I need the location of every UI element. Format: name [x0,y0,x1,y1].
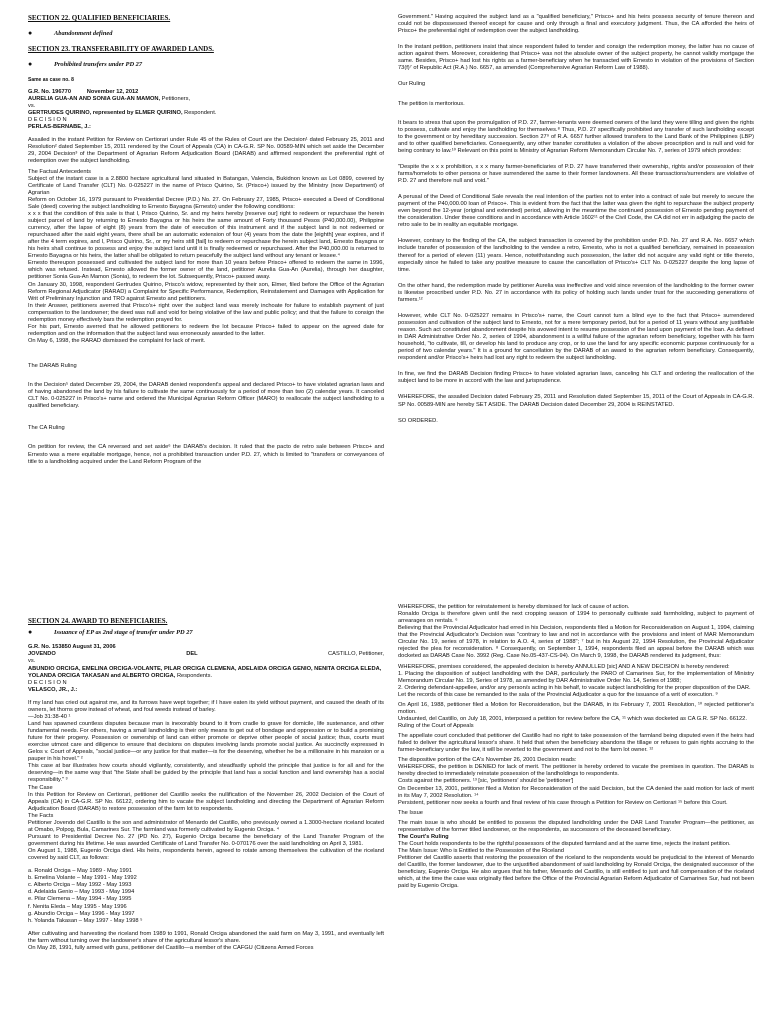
vs-line: vs. [28,658,36,665]
paragraph: Let the records of this case be remanded to the sala of the Provincial Adjudicator a quo for the issuance of a writ of execution. ⁹ [398,691,718,698]
paragraph: On January 30, 1998, respondent Gertrudes Quirino, Prisco's widow, represented by their son, Elmer, filed before the Office of the Agrarian Reform Regional Adjudicator (RARAD) a Complaint for Specific Performance, Redemption, Reinstatement and Damages with Application for Writ of Preliminary Injunction and TRO against Ernesto and petitioners. [28,281,384,302]
petitioner-line [28,651,384,658]
paragraph: x x x that the condition of this sale is that I, Prisco Quirino, Sr. and my heirs hereby [reserve our] right to redeem or repurchase the herein subject parcel of land by returning to Ernesto Bayagna or his heirs the same amount of Forty thousand Pesos (P40,000.00), Philippine currency, after the lapse of eight (8) years from the date of execution of this instrument and if the subject land is not redeemed or repurchased after the said eight years, there shall be an automatic extension of four (4) years from the date the [eighth] year expires, and if after the 4 term expires, and I, Prisco Quirino, Sr., or my heirs still [fail] to redeem or repurchase the herein subject land, Ernesto Bayagna or his heirs shall continue to possess and enjoy the subject land until it is finally redeemed or repurchased. After the P40,000.00 is returned to Ernesto Bayagna or his heirs, the latter shall be obligated to return peacefully the subject land without any tenant or lessee.⁴ [28,210,384,260]
darab-ruling-heading: The DARAB Ruling [28,363,77,370]
subheading: The Court's Ruling [398,833,449,840]
paragraph: WHEREFORE, the petition is DENIED for lack of merit. The petitioner is hereby ordered to vacate the premises in question. The DARAB is hereby directed to immediately reinstate possession of the landholdings to respondents. [398,764,754,778]
paragraph: On petition for review, the CA reversed and set aside⁶ the DARAB's decision. It ruled that the pacto de retro sale between Prisco+ and Ernesto was a mere equitable mortgage, hence, not a prohibited transaction under P.D. 27, which is limited to "transfers or conveyances of title to a landholding acquired under the Land Reform Program of the [28,444,384,465]
paragraph: On May 6, 1998, the RARAD dismissed the complaint for lack of merit. [28,338,206,344]
paragraph: Petitioner del Castillo asserts that restoring the possession of the riceland to the respondents would be prejudicial to the interest of Menardo del Castillo, the former landowner, due to the unjustified abandonment of said landholding by Ronald Orciga, the designated successor of the beneficiary, Eugenio Orciga. He also argues that his father, Menardo del Castillo, is still entitled to just and full compensation of the riceland which, at the time the case was originally filed before the Office of the Provincial Agrarian Reform Adjudicator of Camarines Sur, had not been paid by Eugenio Orciga. [398,855,754,890]
paragraph: However, while CLT No. 0-025227 remains in Prisco's+ name, the Court cannot turn a blind eye to the fact that Prisco+ surrendered possession and cultivation of the subject land to Ernesto, not for a mere temporary period, but for a period of 11 years without any justifiable reason. Such act constituted abandonment despite his avowed intent to resume possession of the land upon payment of the loan. As defined in DAR Administrative Order No. 2, series of 1994, abandonment is a willful failure of the agrarian reform beneficiary, together with his farm household, "to cultivate, till, or develop his land to produce any crop, or to use the land for any specific economic purpose continuously for a period of two calendar years." It is a ground for cancellation by the DARAB of an award to the agrarian reform beneficiary. Consequently, respondent and/or Prisco's+ heirs had lost any right to redeem the subject landholding. [398,312,754,362]
paragraph: Ernesto thereupon possessed and cultivated the subject land for more than 10 years before Prisco+ offered to redeem the same in 1996, which was refused. Instead, Ernesto allowed the former owner of the land, petitioner Aurelia Gua-An (Aurelia), through her daughter, petitioner Sonia Gua-An Mamon (Sonia), to redeem the lot. Subsequently, Prisco+ passed away. [28,260,384,281]
paragraph: Land has spawned countless disputes because man is inexorably bound to it from cradle to grave for domicile, life sustenance, and other fundamental needs. For others, having a small landholding is their only means to get out of bondage and oppression or to build a promising future for their progeny. Possession or ownership of land can either promote or deprive other people of social justice; thus, courts must exercise utmost care and diligence to ensure that decisions on disputes involving lands promote social justice. As succinctly expressed in Gelos v. Court of Appeals, "social justice—or any justice for that matter—is for the deserving, whether he be a millionaire in his mansion or a pauper in his hovel." ² [28,720,384,763]
respondents-role: Respondents. [175,672,213,679]
list-item: e. Pilar Clemena – May 1994 - May 1995 [28,896,132,903]
paragraph: Costs against the petitioners. ¹³ [sic, 'petitioners' should be 'petitioner'] [398,778,574,785]
paragraph: After cultivating and harvesting the riceland from 1989 to 1991, Ronald Orciga abandoned the said farm on May 3, 1991, and eventually left the farm without turning over the landowner's share of the agricultural lessor's share. [28,930,384,944]
paragraph: The dispositive portion of the CA's November 26, 2001 Decision reads: [398,757,577,764]
paragraph: In fine, we find the DARAB Decision finding Prisco+ to have violated agrarian laws, canceling his CLT and ordering the reallocation of the subject land to be more in accord with the law and jurisprudence. [398,371,754,385]
vs-line: vs. [28,103,36,109]
paragraph: The Court holds respondents to be the rightful possessors of the disputed farmland and at the same time, rejects the instant petition. [398,840,731,847]
respondent-name: GERTRUDES QUIRINO, represented by ELMER QUIRINO, [28,110,183,117]
bullet-row [28,30,384,39]
bullet-row [28,629,384,638]
petitioner-middle: DEL [186,651,198,658]
paragraph: Believing that the Provincial Adjudicator had erred in his Decision, respondents filed a Motion for Reconsideration on August 1, 1994, claiming that the Provincial Adjudicator's Decision was "contrary to law and not in accordance with the provisions and intent of MAR Memorandum Circular No. 19, series of 1978, in relation to A.O. 4, series of 1988"; ⁷ but in his August 22, 1994 Resolution, the Provincial Adjudicator rejected the plea for reconsideration. ⁸ Consequently, on September 1, 1994, respondents filed an appeal before the DARAB which was docketed as DARAB Case No. 3992 (Reg. Case No.05-437-CS-94). On March 9, 1998, the DARAB rendered its judgment, thus: [398,625,754,660]
bullet-row [28,61,384,70]
section-24-header: SECTION 24. AWARD TO BENEFICIARIES. [28,617,168,625]
paragraph: Reform on October 16, 1979 pursuant to Presidential Decree (P.D.) No. 27. On February 27, 1985, Prisco+ executed a Deed of Conditional Sale (deed) covering the subject landholding to Ernesto Bayagna (Ernesto) under the following conditions: [28,196,384,210]
gr-number: G.R. No. 153850 August 31, 2006 [28,644,116,651]
quote-paragraph: "Despite the x x x prohibition, x x x many farmer-beneficiaries of P.D. 27 have transferred their ownership, rights and/or possession of their farms/homelots to other persons or have surrendered the same to their former landowners. All these transactions/surrenders are violative of P.D. 27 and therefore null and void." [398,163,754,184]
right-top-column [398,14,754,602]
our-ruling-heading: Our Ruling [398,81,426,88]
paragraph: Assailed in the instant Petition for Review on Certiorari under Rule 45 of the Rules of Court are the Decision¹ dated February 25, 2011 and Resolution² dated September 15, 2011 rendered by the Court of Appeals (CA) in CA-G.R. SP No. 00589-MIN which set aside the December 29, 2004 Decision³ of the Department of Agrarian Reform Adjudication Board (DARAB) and affirmed respondent the preferential right of redemption over the subject landholding. [28,137,384,165]
paragraph: The Facts [28,812,54,819]
bullet-icon: ● [28,61,33,69]
ponente: PERLAS-BERNABE, J.: [28,124,91,131]
bullet-text: Prohibited transfers under PD 27 [54,61,143,69]
right-bottom-column [398,604,754,1022]
paragraph: It bears to stress that upon the promulgation of P.D. 27, farmer-tenants were deemed owners of the land they were tilling and given the rights to possess, cultivate and enjoy the landholding for themselves.⁸ Thus, P.D. 27 specifically prohibited any transfer of such landholding except to the government or by hereditary succession. Section 27⁹ of R.A. 6657 further allowed transfers to the Land Bank of the Philippines (LBP) and to other qualified beneficiaries. Consequently, any other transfer constitutes a violation of the above proscription and is null and void for being contrary to law.¹⁰ Relevant on this point is Ministry of Agrarian Reform Memorandum Circular No. 7, series of 1979 which provides: [398,119,754,154]
left-bottom-column [28,617,384,1022]
rotation-list [28,868,384,925]
bullet-icon: ● [28,29,33,37]
paragraph: This case at bar illustrates how courts should vigilantly, consistently, and steadfastly uphold the principle that justice is for all and for the deserving—in the same way that "the State shall be guided by the principle that land has a social function and land ownership has a social responsibility." ³ [28,763,384,784]
paragraph: On April 16, 1988, petitioner filed a Motion for Reconsideration, but the DARAB, in its February 7, 2001 Resolution, ¹⁰ rejected petitioner's motion. [398,701,754,715]
paragraph: Subject of the instant case is a 2.8800 hectare agricultural land situated in Batangan, Valencia, Bukidnon known as Lot 0899, covered by Certificate of Land Transfer (CLT) No. 0-025227 in the name of Prisco Quirino, Sr. (Prisco+) issued by the Ministry (now Department) of Agrarian [28,175,384,196]
paragraph: Petitioner Jovendo del Castillo is the son and administrator of Menardo del Castillo, who previously owned a 1.3000-hectare riceland located at Omabo, Polpog, Bula, Camarines Sur. The farmland was formerly cultivated by Eugenio Orciga. ⁴ [28,819,384,833]
respondent-line [28,110,384,117]
paragraph: In the Decision⁵ dated December 29, 2004, the DARAB denied respondent's appeal and declared Prisco+ to have violated agrarian laws and of having abandoned the land by his failure to cultivate the same continuously for a period of more than two (2) calendar years. It canceled CLT No. 0-025227 in Prisco's+ name and ordered the Municipal Agrarian Reform Officer (MARO) to reallocate the subject landholding to a qualified beneficiary. [28,382,384,410]
paragraph: The main issue is who should be entitled to possess the disputed landholding under the DAR Land Transfer Program—the petitioner, as representative of the former titled landowner, or the respondents, as successors of the deceased beneficiary. [398,819,754,833]
paragraph: WHEREFORE, the petition for reinstatement is hereby dismissed for lack of cause of action. [398,604,630,610]
respondent-role: Respondent. [182,110,217,117]
paragraph: Undaunted, del Castillo, on July 18, 2001, interposed a petition for review before the CA, ¹¹ which was docketed as CA G.R. SP No. 66122. [398,715,747,722]
paragraph: 2. Ordering defendant-appellee, and/or any person/s acting in his behalf, to vacate subject landholding for the proper disposition of the DAR. [398,684,751,691]
list-item: h. Yolanda Takasan – May 1997 - May 1998 ⁵ [28,917,143,924]
decision-label: D E C I S I O N [28,679,67,686]
paragraph: Ronaldo Orciga is therefore given until the next cropping season of 1994 to personally cultivate said farmholding, subject to payment of arrearages on rentals. ⁶ [398,611,754,625]
same-as-note: Same as case no. 8 [28,76,74,83]
section-23-header: SECTION 23. TRANSFERABILITY OF AWARDED LANDS. [28,45,214,54]
paragraph: —Job 31:38-40 ¹ [28,713,71,720]
petitioner-first: JOVENDO [28,651,56,658]
decision-label: D E C I S I O N [28,117,67,124]
paragraph: Pursuant to Presidential Decree No. 27 (PD No. 27), Eugenio Orciga became the beneficiary of the Land Transfer Program of the government during his lifetime. He was awarded Certificate of Land Transfer No. 0-070176 over the said landholding on April 3, 1981. [28,833,384,848]
list-item: b. Emelina Volante – May 1991 - May 1992 [28,875,137,882]
paragraph: On May 28, 1991, fully armed with guns, petitioner del Castillo—a member of the CAFGU (Citizens Armed Forces [28,944,314,951]
gr-number: G.R. No. 196770 November 12, 2012 [28,88,139,95]
paragraph: WHEREFORE, the assailed Decision dated February 25, 2011 and Resolution dated September 15, 2011 of the Court of Appeals in CA-G.R. SP No. 00589-MIN are hereby SET ASIDE. The DARAB Decision dated December 29, 2004 is REINSTATED. [398,394,754,408]
paragraph: The Factual Antecedents [28,168,91,175]
paragraph: Government." Having acquired the subject land as a "qualified beneficiary," Prisco+ and his heirs possess security of tenure thereon and could not be dispossessed thereof except for cause and only through a final and executory judgment. Thus, the CA afforded the heirs of Prisco+ the preferential right of redemption over the subject landholding. [398,14,754,35]
paragraph: The Case [28,784,53,791]
paragraph: In this Petition for Review on Certiorari, petitioner del Castillo seeks the nullification of the November 26, 2002 Decision of the Court of Appeals (CA) in CA-G.R. SP No. 66122, ordering him to vacate the subject landholding and directing the Department of Agrarian Reform Adjudication Board (DARAB) to restore possession of the farm lot to respondents. [28,791,384,812]
subheading: The Main Issue: Who is Entitled to the Possession of the Riceland [398,848,564,854]
bullet-text: Abandonment defined [54,29,113,37]
paragraph: For his part, Ernesto averred that he allowed petitioners to redeem the lot because Prisco+ failed to appear on the agreed date for redemption and on the information that the subject land was erroneously awarded to the latter. [28,323,384,337]
subheading: The Issue [398,809,423,816]
petitioners-role: Petitioners, [160,95,191,102]
petitioners-names: AURELIA GUA-AN AND SONIA GUA-AN MAMON, [28,95,161,102]
paragraph: WHEREFORE, premises considered, the appealed decision is hereby ANNULLED [sic] AND A NEW DECISION is hereby rendered: [398,663,730,670]
list-item: f. Nenita Eleda – May 1995 - May 1996 [28,903,127,910]
bullet-icon: ● [28,628,33,636]
paragraph: In the instant petition, petitioners insist that since respondent failed to tender and consign the redemption money, the latter has no cause of action against them. Moreover, considering that Prisco+ was not the absolute owner of the subject property, he cannot validly mortgage the same. Besides, Prisco+ had lost his rights as a farmer-beneficiary when he transacted with Ernesto in violation of the provisions of Section 73(f)⁷ of Republic Act (R.A.) No. 6657, as amended (Comprehensive Agrarian Reform Law of 1988). [398,44,754,72]
bullet-text: Issuance of EP as 2nd stage of transfer under PD 27 [54,628,193,636]
list-item: a. Ronald Orciga – May 1989 - May 1991 [28,868,133,875]
paragraph: If my land has cried out against me, and its furrows have wept together; if I have eaten its yield without payment, and caused the death of its owners, let thorns grow instead of wheat, and foul weeds instead of barley. [28,699,384,713]
paragraph: However, contrary to the finding of the CA, the subject transaction is covered by the prohibition under P.D. No. 27 and R.A. No. 6657 which include transfer of possession of the landholding to the vendee a retro, Ernesto, who is not a qualified beneficiary, remained in possession thereof for a period of eleven (11) years. Hence, notwithstanding such possession, the latter did not acquire any valid right or title thereto, especially since he failed to take any positive measure to cause the cancellation of Prisco's+ CLT No. 0-025227 despite the long lapse of time. [398,238,754,273]
section-22-header: SECTION 22. QUALIFIED BENEFICIARIES. [28,14,171,22]
respondents-line [28,666,384,680]
list-item: g. Abundio Orciga – May 1996 - May 1997 [28,910,135,917]
paragraph: In their Answer, petitioners averred that Prisco's+ right over the subject land was merely inchoate for failure to establish payment of just compensation to the landowner; the deed was null and void for being violative of the law and public policy; and that the failure to consign the redemption money effectively bars the redemption prayed for. [28,302,384,323]
paragraph: On the other hand, the redemption made by petitioner Aurelia was ineffective and void since reversion of the landholding to the former owner is likewise proscribed under P.D. No. 27 in accordance with its policy of holding such lands under trust for the succeeding generations of farmers.¹² [398,282,754,303]
petitioners-line [28,96,384,103]
paragraph: Persistent, petitioner now seeks a fourth and final review of his case through a Petition for Review on Certiorari ¹⁵ before this Court. [398,799,728,806]
paragraph: A perusal of the Deed of Conditional Sale reveals the real intention of the parties not to enter into a contract of sale but merely to secure the payment of the P40,000.00 loan of Prisco+. This is evident from the fact that the latter was given the right to repurchase the subject property even beyond the 12-year (original and extended) period, allowing in the meantime the continued possession of Ernesto pending payment of the consideration. Under these conditions and in accordance with Article 1602¹¹ of the Civil Code, the CA did not err in adjudging the pacto de retro sale to be in reality an equitable mortgage. [398,194,754,229]
so-ordered: SO ORDERED. [398,417,438,424]
subheading: Ruling of the Court of Appeals [398,723,474,729]
petitioner-last: CASTILLO, Petitioner, [328,651,384,658]
meritorious-line: The petition is meritorious. [398,100,465,107]
ca-ruling-heading: The CA Ruling [28,425,65,432]
ponente: VELASCO, JR., J.: [28,686,78,693]
paragraph: On August 1, 1988, Eugenio Orciga died. His heirs, respondents herein, agreed to rotate among themselves the cultivation of the riceland covered by said CLT, as follows: [28,848,384,862]
list-item: d. Adelaida Genio – May 1993 - May 1994 [28,889,135,896]
left-top-column [28,14,384,602]
list-item: c. Alberto Orciga – May 1992 - May 1993 [28,882,132,889]
paragraph: 1. Placing the disposition of subject landholding with the DAR, particularly the PARO of Camarines Sur, for the implementation of Ministry Memorandum Circular No. 19, Series of 1978, as amended by DAR Administrative Order No. 14, Series of 1988; [398,670,754,684]
respondents-names: ABUNDIO ORCIGA, EMELINA ORCIGA-VOLANTE, PILAR ORCIGA CLEMENA, ADELAIDA ORCIGA GENIO, NENITA ORCIGA ELEDA, YOLANDA ORCIGA TAKASAN and ALBERTO ORCIGA, [28,665,382,679]
paragraph: On December 13, 2001, petitioner filed a Motion for Reconsideration of the said Decision, but the CA denied the said motion for lack of merit in its May 7, 2002 Resolution. ¹⁴ [398,785,754,799]
paragraph: The appellate court concluded that petitioner del Castillo had no right to take possession of the farmland being disputed even if the heirs had failed to deliver the agricultural lessor's share. It held that when the beneficiary abandons the tillage or refuses to gain rights accruing to the farmer-beneficiary under the law, it will be reverted to the government and not to the farm lot owner. ¹² [398,733,754,754]
